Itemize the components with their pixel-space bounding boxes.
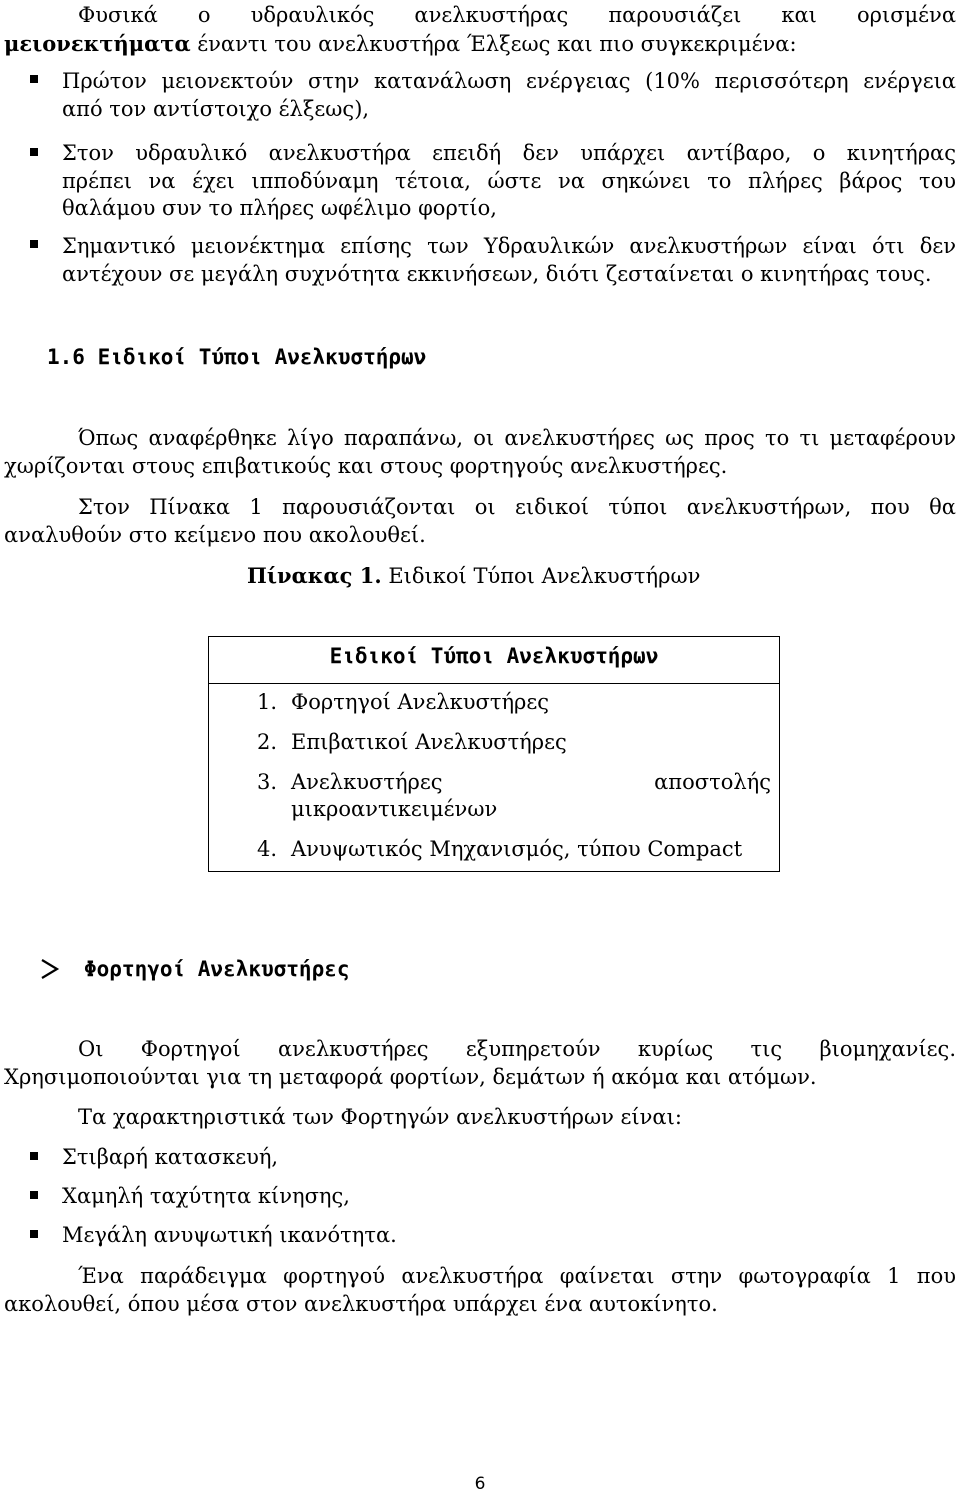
page-number: 6 [474, 1474, 486, 1494]
para3-line-1: Οι Φορτηγοί ανελκυστήρες εξυπηρετούν κυρίως τις βιομηχανίες. [78, 1037, 956, 1061]
para3-line-2: Χρησιμοποιούνται για τη μεταφορά φορτίων, δεμάτων ή ακόμα και ατόμων. [4, 1065, 817, 1089]
table-item-2-text: Επιβατικοί Ανελκυστήρες [291, 730, 567, 754]
intro-line-2 [4, 30, 797, 58]
para1-line-2: χωρίζονται στους επιβατικούς και στους φορτηγούς ανελκυστήρες. [4, 454, 728, 478]
types-table [208, 636, 780, 872]
disadvantage-1-line-1: Πρώτον μειονεκτούν στην κατανάλωση ενέργειας (10% περισσότερη ενέργεια [62, 69, 956, 93]
disadvantage-3-line-2: αντέχουν σε μεγάλη συχνότητα εκκινήσεων, διότι ζεσταίνεται ο κινητήρας τους. [62, 262, 932, 286]
table-item-3-num: 3. [257, 770, 278, 794]
disadvantage-3-line-1: Σημαντικό μειονέκτημα επίσης των Υδραυλικών ανελκυστήρων είναι ότι δεν [62, 234, 956, 258]
bullet-square-icon [30, 1230, 38, 1238]
intro-line-2-rest: έναντι του ανελκυστήρα Έλξεως και πιο συγκεκριμένα: [190, 32, 797, 56]
characteristic-1: Στιβαρή κατασκευή, [62, 1145, 279, 1169]
table-header: Ειδικοί Τύποι Ανελκυστήρων [329, 644, 659, 668]
arrowhead-bullet-icon [40, 958, 60, 980]
table-item-3-text: Ανελκυστήρες αποστολής [291, 770, 771, 794]
table-item-1-num: 1. [257, 690, 278, 714]
bullet-square-icon [30, 75, 38, 83]
bullet-square-icon [30, 240, 38, 248]
disadvantages-keyword: μειονεκτήματα [4, 31, 191, 56]
table-item-2-num: 2. [257, 730, 278, 754]
table-item-4-num: 4. [257, 837, 278, 861]
para4: Τα χαρακτηριστικά των Φορτηγών ανελκυστήρων είναι: [78, 1105, 682, 1129]
characteristic-2: Χαμηλή ταχύτητα κίνησης, [62, 1184, 350, 1208]
intro-line-1: Φυσικά ο υδραυλικός ανελκυστήρας παρουσιάζει και ορισμένα [78, 3, 956, 27]
table-item-3-text-cont: μικροαντικειμένων [291, 797, 498, 821]
bullet-square-icon [30, 1191, 38, 1199]
table-caption-label: Πίνακας 1. [247, 563, 382, 588]
bullet-square-icon [30, 148, 38, 156]
disadvantage-1-line-2: από τον αντίστοιχο έλξεως), [62, 97, 370, 121]
para2-line-2: αναλυθούν στο κείμενο που ακολουθεί. [4, 523, 426, 547]
characteristic-3: Μεγάλη ανυψωτική ικανότητα. [62, 1223, 397, 1247]
table-caption [247, 562, 700, 590]
para5-line-2: ακολουθεί, όπου μέσα στον ανελκυστήρα υπάρχει ένα αυτοκίνητο. [4, 1292, 718, 1316]
disadvantage-2-line-3: θαλάμου συν το πλήρες ωφέλιμο φορτίο, [62, 196, 497, 220]
freight-elevators-subheading: Φορτηγοί Ανελκυστήρες [84, 957, 350, 981]
para2-line-1: Στον Πίνακα 1 παρουσιάζονται οι ειδικοί τύποι ανελκυστήρων, που θα [78, 495, 956, 519]
bullet-square-icon [30, 1152, 38, 1160]
section-heading: 1.6 Ειδικοί Τύποι Ανελκυστήρων [47, 345, 427, 369]
para5-line-1: Ένα παράδειγμα φορτηγού ανελκυστήρα φαίνεται στην φωτογραφία 1 που [78, 1264, 956, 1288]
table-caption-text: Ειδικοί Τύποι Ανελκυστήρων [381, 564, 701, 588]
para1-line-1: Όπως αναφέρθηκε λίγο παραπάνω, οι ανελκυστήρες ως προς το τι μεταφέρουν [78, 426, 956, 450]
table-item-1-text: Φορτηγοί Ανελκυστήρες [291, 690, 550, 714]
disadvantage-2-line-2: πρέπει να έχει ιπποδύναμη τέτοια, ώστε να σηκώνει το πλήρες βάρος του [62, 169, 956, 193]
table-item-4-text: Ανυψωτικός Μηχανισμός, τύπου Compact [291, 837, 743, 861]
table-divider [209, 683, 779, 684]
disadvantage-2-line-1: Στον υδραυλικό ανελκυστήρα επειδή δεν υπάρχει αντίβαρο, ο κινητήρας [62, 141, 956, 165]
